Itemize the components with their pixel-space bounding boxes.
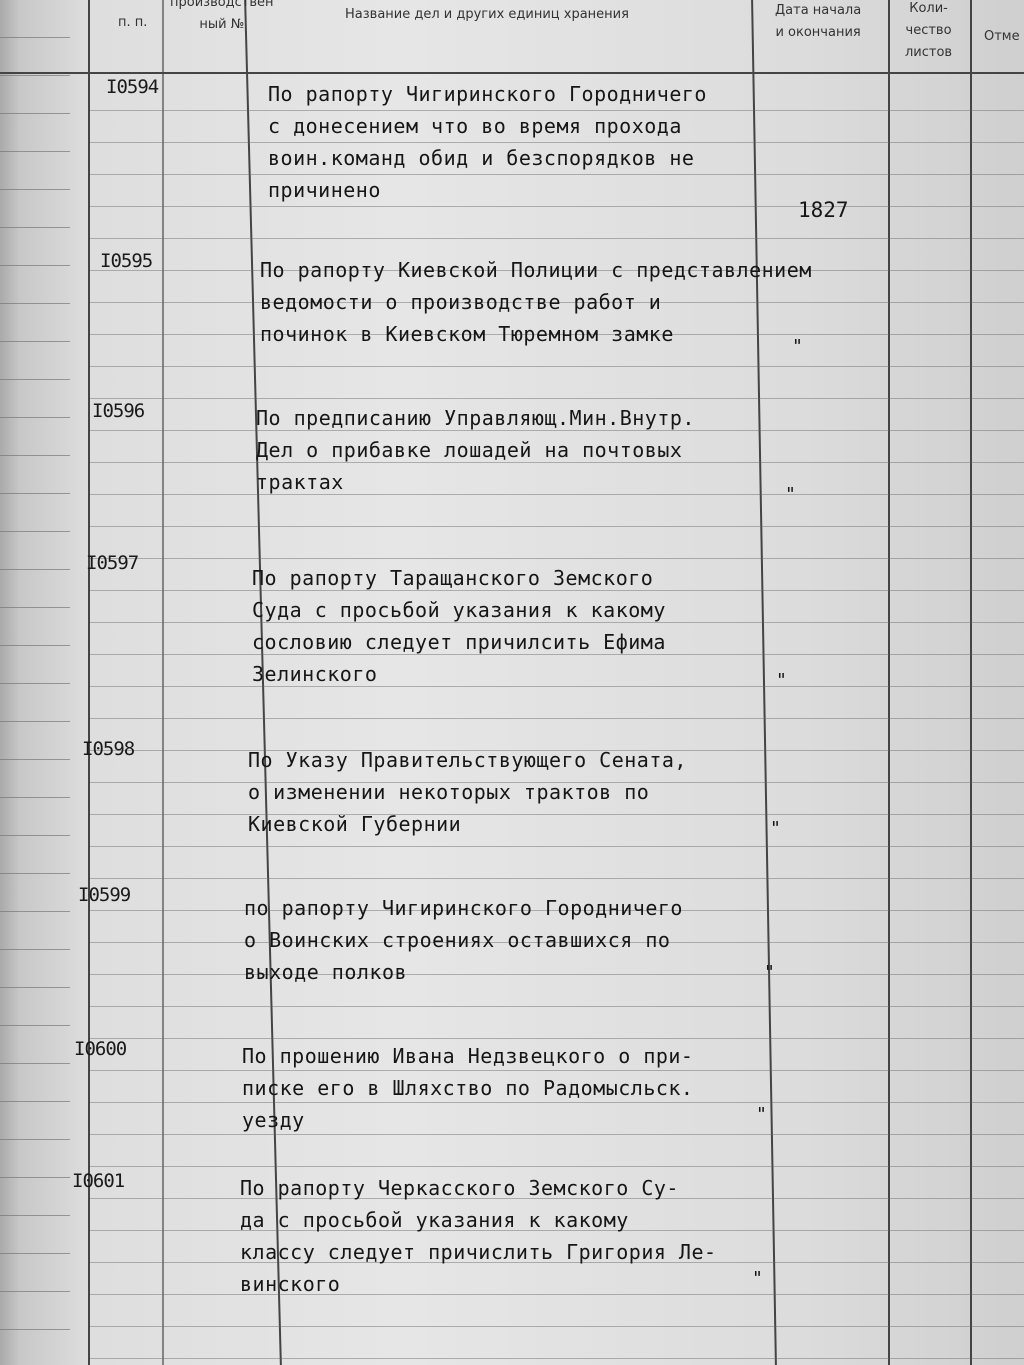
record-date: " <box>764 962 775 983</box>
record-title: по рапорту Чигиринского Городничего о Воинских строениях оставшихся по выходе полков <box>244 896 683 984</box>
record-title: По рапорту Таращанского Земского Суда с просьбой указания к какому сословию следует причилсить Ефима Зелинского <box>252 566 666 686</box>
record-date: " <box>785 484 796 505</box>
header-orig: производствен ный № <box>170 0 274 32</box>
record-number: I0601 <box>72 1170 125 1192</box>
ruled-line <box>90 1326 1024 1327</box>
header-title: Название дел и других единиц хранения <box>345 7 629 22</box>
record-title: По предписанию Управляющ.Мин.Внутр. Дел о прибавке лошадей на почтовых трактах <box>256 406 695 494</box>
ruled-line <box>90 526 1024 527</box>
record-number: I0597 <box>86 552 139 574</box>
header-num: п. п. <box>118 15 148 30</box>
ruled-line <box>90 238 1024 239</box>
record-number: I0598 <box>82 738 135 760</box>
record-number: I0599 <box>78 884 131 906</box>
record-title: По прошению Ивана Недзвецкого о при- писке его в Шляхство по Радомысльск. уезду <box>242 1044 694 1132</box>
ruled-line <box>90 1358 1024 1359</box>
column-rule <box>751 0 776 1365</box>
column-rule <box>88 0 90 1365</box>
record-number: I0595 <box>100 250 153 272</box>
record-number: I0594 <box>106 76 159 98</box>
column-rule <box>888 0 890 1365</box>
ruled-line <box>90 878 1024 879</box>
ruled-line <box>90 846 1024 847</box>
header-date: Дата начала и окончания <box>775 3 862 40</box>
ruled-line <box>90 206 1024 207</box>
record-title: По рапорту Киевской Полиции с представлением ведомости о производстве работ и починок в Киевском Тюремном замке <box>260 258 812 346</box>
ruled-line <box>90 1038 1024 1039</box>
ruled-line <box>90 558 1024 559</box>
header-sheets: Коли- чество листов <box>905 1 953 60</box>
record-number: I0600 <box>74 1038 127 1060</box>
column-rule <box>162 0 164 1365</box>
record-date: " <box>776 670 787 691</box>
record-title: По рапорту Чигиринского Городничего с донесением что во время прохода воин.команд обид и безспорядков не причинено <box>268 82 707 202</box>
record-date: " <box>770 818 781 839</box>
record-date: " <box>752 1268 763 1289</box>
ruled-line <box>90 366 1024 367</box>
record-date: " <box>756 1104 767 1125</box>
ruled-line <box>90 718 1024 719</box>
column-rule <box>970 0 972 1365</box>
left-page-edge <box>0 0 70 1365</box>
record-title: По рапорту Черкасского Земского Су- да с просьбой указания к какому классу следует причислить Григория Ле- винского <box>240 1176 717 1296</box>
ruled-line <box>90 1006 1024 1007</box>
record-date: " <box>792 336 803 357</box>
ruled-line <box>90 1166 1024 1167</box>
record-title: По Указу Правительствующего Сената, о изменении некоторых трактов по Киевской Губернии <box>248 748 687 836</box>
header-rule <box>0 72 1024 74</box>
record-number: I0596 <box>92 400 145 422</box>
record-date: 1827 <box>798 198 849 222</box>
header-notes: Отме <box>984 29 1020 44</box>
ruled-line <box>90 398 1024 399</box>
